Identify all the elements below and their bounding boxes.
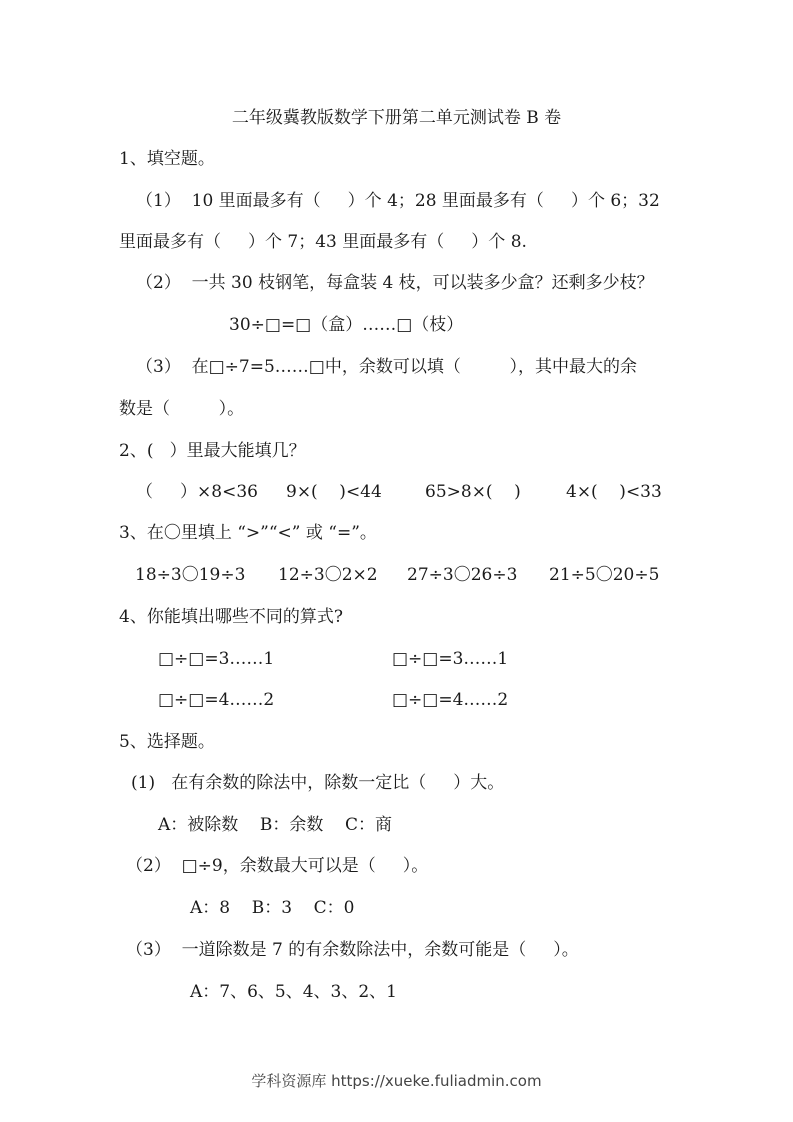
q1-3-line2: 数是（ ）。	[119, 399, 245, 419]
s2-item-2: 9×( )<44	[286, 482, 382, 502]
q1-2-line1: （2） 一共 30 枝钢笔，每盒装 4 枝，可以装多少盒？还剩多少枝？	[136, 273, 654, 293]
s5-q2: （2） □÷9，余数最大可以是（ ）。	[126, 856, 429, 876]
s3-item-2: 12÷3〇2×2	[278, 565, 378, 585]
q1-2-equation: 30÷□=□（盒）……□（枝）	[229, 315, 464, 335]
page-title: 二年级冀教版数学下册第二单元测试卷 B 卷	[231, 108, 562, 128]
q1-3-line1: （3） 在□÷7=5……□中，余数可以填（ ），其中最大的余	[136, 357, 638, 377]
s4-expr-2: □÷□=3……1	[392, 649, 509, 669]
s5-q2-options: A：8 B：3 C：0	[190, 898, 355, 918]
s2-item-4: 4×( )<33	[566, 482, 662, 502]
s3-item-3: 27÷3〇26÷3	[407, 565, 518, 585]
s4-expr-1: □÷□=3……1	[158, 649, 275, 669]
q1-1-line2: 里面最多有（ ）个 7；43 里面最多有（ ）个 8.	[119, 232, 527, 252]
s5-q3: （3） 一道除数是 7 的有余数除法中，余数可能是（ ）。	[126, 940, 579, 960]
section-5-heading: 5、选择题。	[119, 732, 215, 752]
section-1-heading: 1、填空题。	[119, 149, 215, 169]
q1-1-line1: （1） 10 里面最多有（ ）个 4；28 里面最多有（ ）个 6；32	[136, 191, 660, 211]
section-2-heading: 2、( ）里最大能填几？	[119, 441, 306, 461]
s4-expr-4: □÷□=4……2	[392, 690, 509, 710]
s5-q3-options: A：7、6、5、4、3、2、1	[190, 982, 397, 1002]
s2-item-3: 65>8×( )	[425, 482, 521, 502]
s4-expr-3: □÷□=4……2	[158, 690, 275, 710]
section-3-heading: 3、在〇里填上 “>”“<” 或 “=”。	[119, 523, 377, 543]
s2-item-1: （ ）×8<36	[136, 482, 258, 502]
s5-q1: (1) 在有余数的除法中，除数一定比（ ）大。	[131, 773, 505, 793]
s3-item-4: 21÷5〇20÷5	[549, 565, 660, 585]
s3-item-1: 18÷3〇19÷3	[135, 565, 246, 585]
section-4-heading: 4、你能填出哪些不同的算式?	[119, 607, 343, 627]
s5-q1-options: A：被除数 B：余数 C：商	[158, 815, 393, 835]
footer-watermark: 学科资源库 https://xueke.fuliadmin.com	[251, 1072, 542, 1090]
